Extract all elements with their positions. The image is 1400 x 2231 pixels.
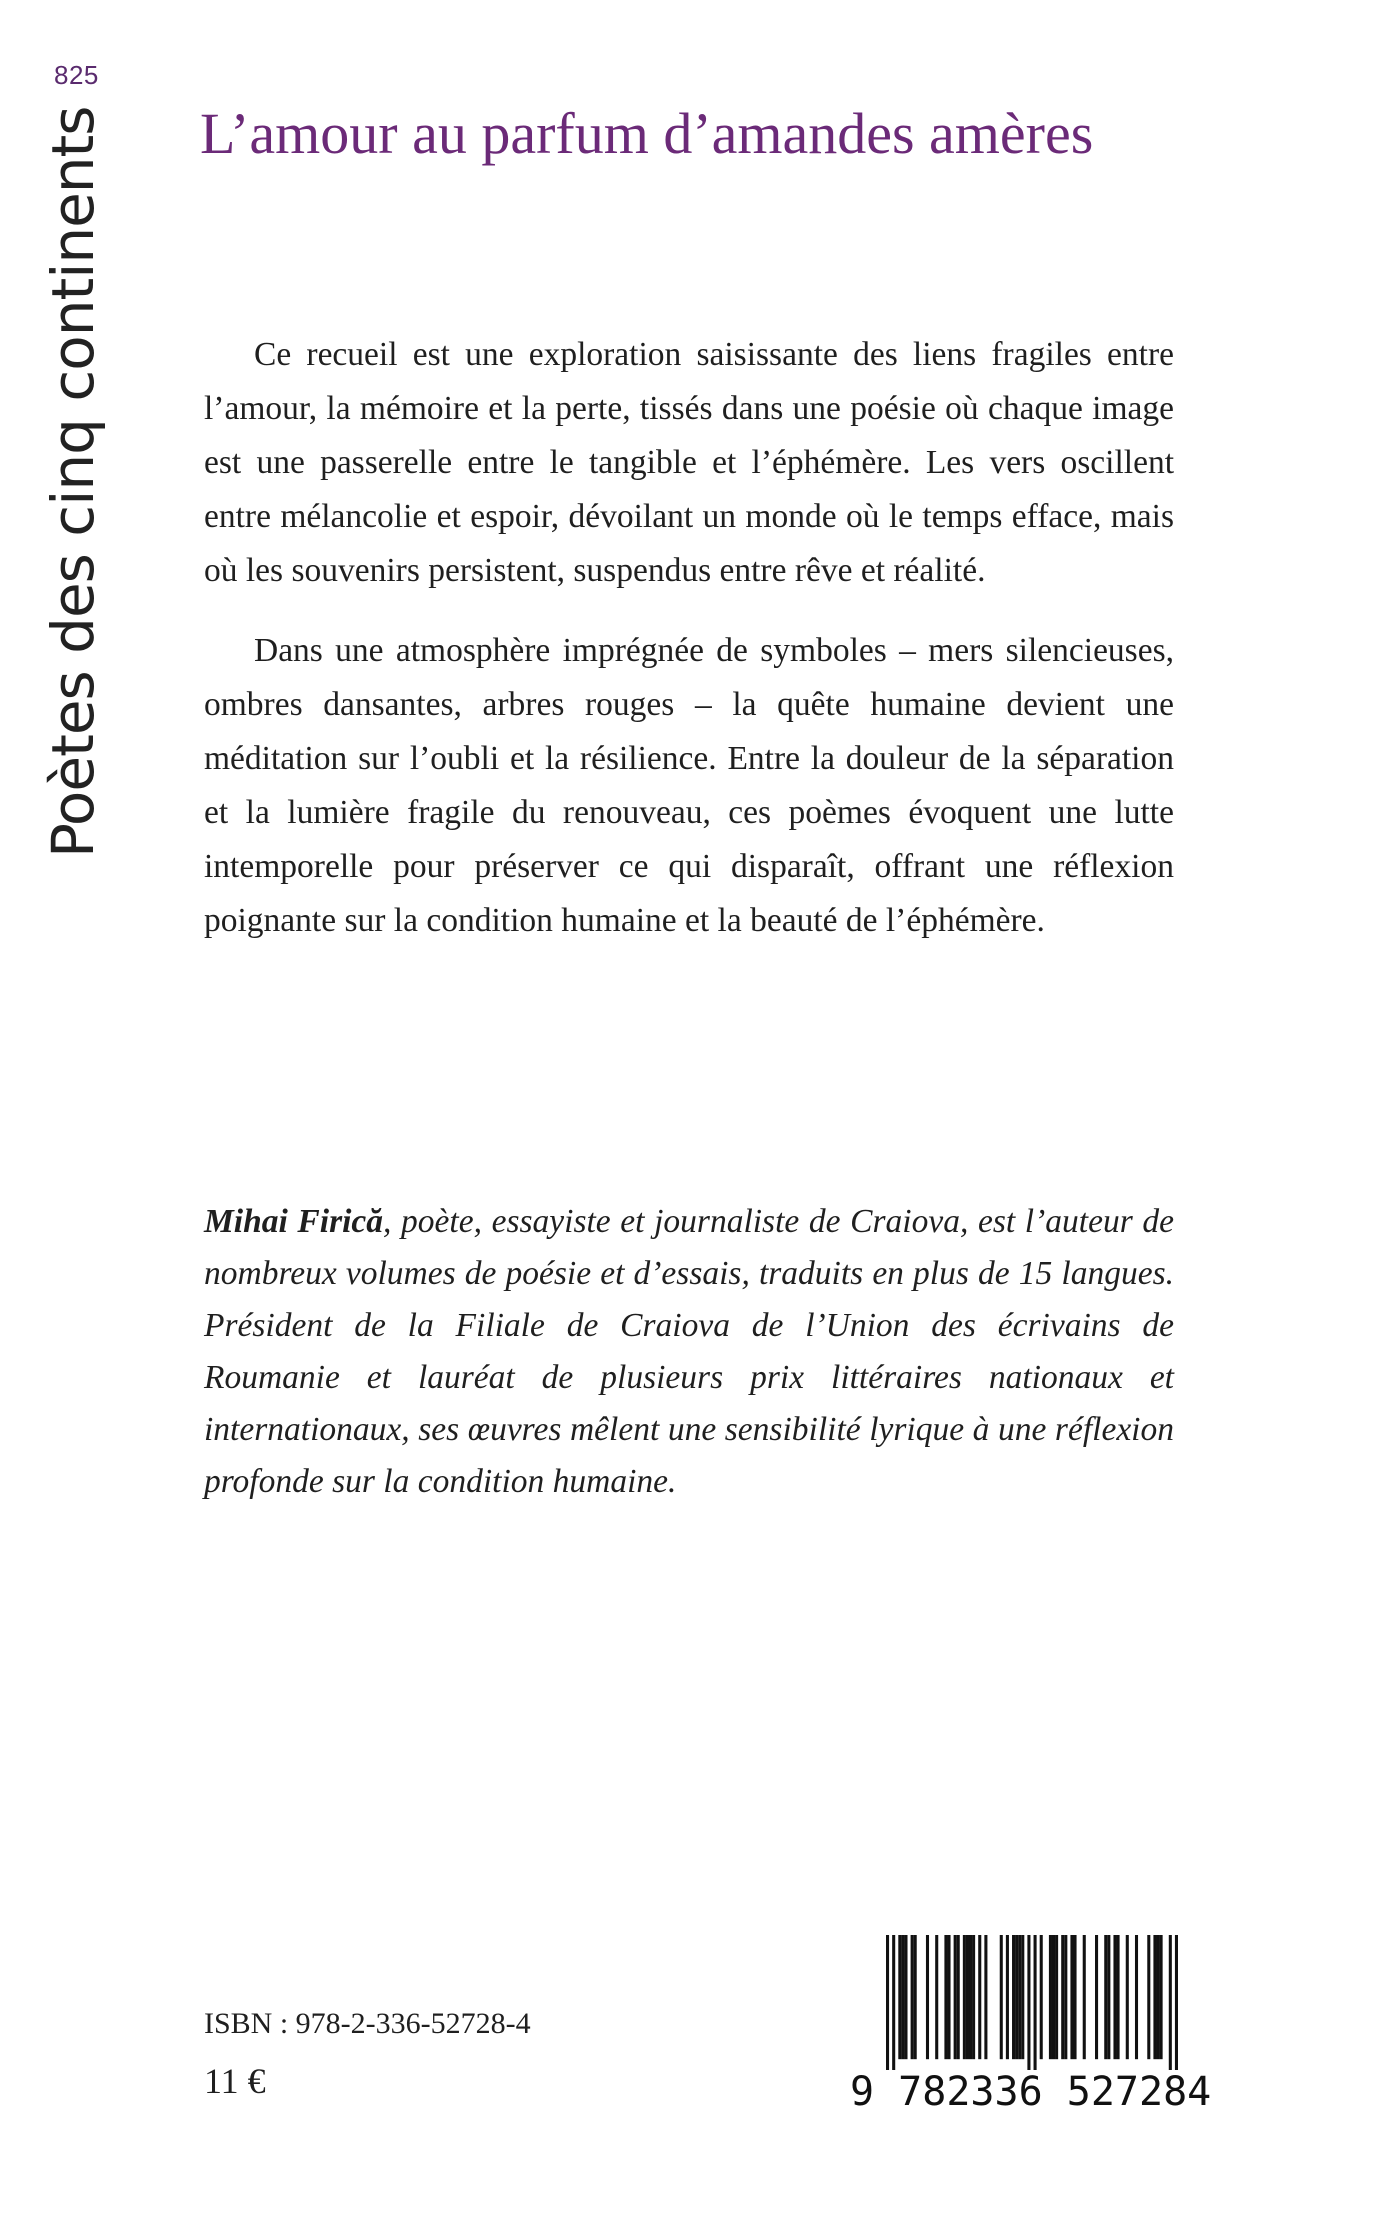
barcode-bar	[1018, 1935, 1021, 2059]
book-summary	[204, 328, 1174, 948]
barcode-bar	[901, 1935, 904, 2059]
barcode-bar	[1027, 1935, 1030, 2070]
barcode-bar	[1113, 1935, 1116, 2059]
barcode-bar	[898, 1935, 901, 2059]
barcode-bar	[1156, 1935, 1159, 2059]
series-name: Poètes des cinq continents	[39, 106, 107, 858]
barcode-bar	[1012, 1935, 1015, 2059]
barcode-bar	[1000, 1935, 1003, 2059]
summary-paragraph: Ce recueil est une exploration saisissante des liens fragiles entre l’amour, la mémoire et la perte, tissés dans une poésie où chaque image est une passerelle entre le tangible et l’éphémère. Les vers oscillent entre mélancolie et espoir, dévoilant un monde où le temps efface, mais où les souvenirs persistent, suspendus entre rêve et réalité.	[204, 336, 1174, 589]
series-number: 825	[54, 60, 99, 90]
barcode-bar	[947, 1935, 950, 2059]
barcode-bar	[911, 1935, 914, 2059]
barcode-bar	[1073, 1935, 1076, 2059]
barcode-bar	[944, 1935, 947, 2059]
barcode-digits: 9 782336 527284	[850, 2069, 1212, 2115]
barcode-bar	[957, 1935, 960, 2059]
barcode-bar	[1135, 1935, 1138, 2059]
barcode-bar	[1064, 1935, 1067, 2059]
barcode-bar	[1169, 1935, 1172, 2070]
barcode-bar	[1006, 1935, 1009, 2059]
barcode-bar	[1175, 1935, 1178, 2070]
barcode-bar	[1055, 1935, 1058, 2059]
barcode-bar	[963, 1935, 966, 2059]
barcode-bar	[966, 1935, 969, 2059]
barcode-bar	[1153, 1935, 1156, 2059]
barcode-bar	[1083, 1935, 1086, 2059]
barcode-bar	[1049, 1935, 1052, 2059]
barcode-bar	[1040, 1935, 1043, 2059]
price: 11 €	[204, 2061, 266, 2101]
barcode-bar	[1104, 1935, 1107, 2059]
barcode-bar	[1015, 1935, 1018, 2059]
barcode	[850, 1935, 1212, 2120]
barcode-bar	[1095, 1935, 1098, 2059]
barcode-bar	[886, 1935, 889, 2070]
barcode-bar	[978, 1935, 981, 2059]
barcode-bar	[926, 1935, 929, 2059]
author-bio-text: , poète, essayiste et journaliste de Craiova, est l’auteur de nombreux volumes de poésie et d’essais, traduits en plus de 15 langues. Président de la Filiale de Craiova de l’Union des écrivains de Roumanie et lauréat de plusieurs prix littéraires nationaux et internationaux, ses œuvres mêlent une sensibilité lyrique à une réflexion profonde sur la condition humaine.	[204, 1203, 1174, 1500]
barcode-bar	[1034, 1935, 1037, 2070]
isbn: ISBN : 978-2-336-52728-4	[204, 2007, 531, 2040]
barcode-bar	[1052, 1935, 1055, 2059]
barcode-bar	[1070, 1935, 1073, 2059]
barcode-bar	[984, 1935, 987, 2059]
barcode-bar	[954, 1935, 957, 2059]
barcode-bars	[886, 1935, 1178, 2070]
barcode-bar	[904, 1935, 907, 2059]
author-bio	[204, 1196, 1174, 1508]
barcode-bar	[1061, 1935, 1064, 2059]
summary-paragraph: Dans une atmosphère imprégnée de symboles – mers silencieuses, ombres dansantes, arbres rouges – la quête humaine devient une méditation sur l’oubli et la résilience. Entre la douleur de la séparation et la lumière fragile du renouveau, ces poèmes évoquent une lutte intemporelle pour préserver ce qui disparaît, offrant une réflexion poignante sur la condition humaine et la beauté de l’éphémère.	[204, 632, 1174, 939]
barcode-bar	[1117, 1935, 1120, 2059]
barcode-bar	[1126, 1935, 1129, 2059]
barcode-bar	[1021, 1935, 1024, 2059]
barcode-bar	[914, 1935, 917, 2059]
barcode-bar	[892, 1935, 895, 2070]
barcode-bar	[969, 1935, 972, 2059]
barcode-bar	[1107, 1935, 1110, 2059]
series-name-spine	[38, 106, 108, 858]
barcode-bar	[972, 1935, 975, 2059]
book-title: L’amour au parfum d’amandes amères	[200, 101, 1094, 166]
barcode-bar	[1147, 1935, 1150, 2059]
author-name: Mihai Firică	[204, 1203, 384, 1240]
barcode-bar	[1160, 1935, 1163, 2059]
barcode-bar	[935, 1935, 938, 2059]
